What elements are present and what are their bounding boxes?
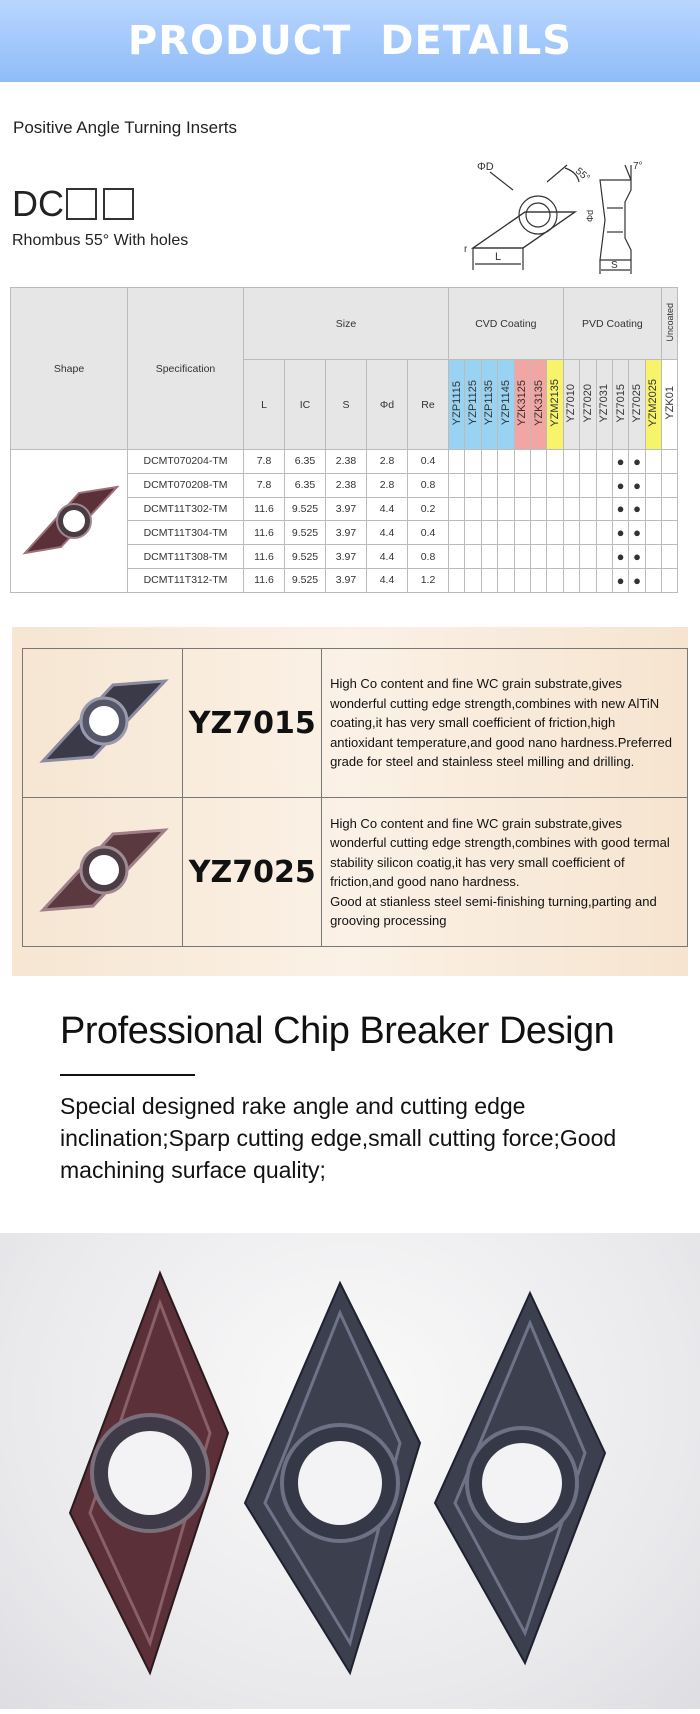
grade-header: YZ7010 (563, 360, 579, 450)
cell-size: 2.8 (367, 450, 408, 474)
insert-icon (33, 820, 173, 920)
grade-header: YZP1125 (465, 360, 481, 450)
grade-name: YZ7015 (183, 649, 322, 798)
diagram-label-phiD: ΦD (477, 161, 494, 173)
rhombus-outline (473, 212, 575, 248)
cell-grade-mark (645, 497, 661, 521)
cell-grade-mark (449, 497, 465, 521)
cell-specification: DCMT070204-TM (128, 450, 244, 474)
cell-grade-mark (498, 521, 514, 545)
chip-breaker-title: Professional Chip Breaker Design (60, 1010, 615, 1052)
grade-header: YZM2135 (547, 360, 563, 450)
product-photo (0, 1233, 700, 1709)
cell-grade-mark (645, 450, 661, 474)
product-subtitle: Positive Angle Turning Inserts (13, 118, 237, 137)
grade-image (23, 649, 183, 798)
grade-row (23, 798, 688, 947)
cell-grade-mark (580, 545, 596, 569)
cell-size: 7.8 (244, 473, 285, 497)
cell-grade-mark (662, 450, 678, 474)
cell-grade-mark: ● (629, 521, 645, 545)
cell-size: 11.6 (244, 497, 285, 521)
cell-grade-mark (645, 521, 661, 545)
hole-inner (526, 203, 550, 227)
grade-row (23, 649, 688, 798)
code-placeholder-box (66, 188, 97, 220)
grade-header: YZ7020 (580, 360, 596, 450)
cell-grade-mark (498, 568, 514, 592)
cell-size: 6.35 (285, 473, 326, 497)
grade-header: YZP1135 (481, 360, 497, 450)
cell-grade-mark: ● (612, 545, 628, 569)
grade-header: YZK3135 (530, 360, 546, 450)
cell-grade-mark (547, 521, 563, 545)
cell-size: 11.6 (244, 545, 285, 569)
cell-size: 9.525 (285, 497, 326, 521)
cell-grade-mark (498, 473, 514, 497)
cell-grade-mark (596, 473, 612, 497)
cell-grade-mark (465, 568, 481, 592)
cell-grade-mark (596, 568, 612, 592)
cell-grade-mark: ● (612, 521, 628, 545)
cell-size: 2.8 (367, 473, 408, 497)
cell-grade-mark (498, 450, 514, 474)
cell-size: 9.525 (285, 545, 326, 569)
cell-grade-mark: ● (629, 568, 645, 592)
col-specification: Specification (128, 288, 244, 450)
cell-grade-mark (481, 521, 497, 545)
cell-grade-mark (530, 521, 546, 545)
cell-grade-mark (662, 521, 678, 545)
cell-size: 3.97 (326, 545, 367, 569)
cell-grade-mark (514, 450, 530, 474)
size-header: Φd (367, 360, 408, 450)
cell-grade-mark (662, 497, 678, 521)
insert-code (12, 183, 134, 225)
grade-header: YZ7015 (612, 360, 628, 450)
grade-header: YZP1145 (498, 360, 514, 450)
cell-grade-mark (481, 450, 497, 474)
cell-grade-mark (563, 545, 579, 569)
cell-grade-mark (449, 473, 465, 497)
hole-outer (519, 196, 557, 234)
cell-grade-mark (547, 568, 563, 592)
grade-name: YZ7025 (183, 798, 322, 947)
cell-grade-mark (514, 568, 530, 592)
cell-grade-mark (645, 473, 661, 497)
side-profile (600, 180, 631, 260)
grade-description: High Co content and fine WC grain substrate,gives wonderful cutting edge strength,combines with good termal stability silicon coatig,it has very small coefficient of friction,and good nano hardness. Good at stianless steel semi-finishing turning,parting and grooving processing (322, 798, 688, 947)
cell-size: 0.8 (408, 545, 449, 569)
grade-header: YZ7025 (629, 360, 645, 450)
header-banner (0, 0, 700, 82)
cell-grade-mark (580, 450, 596, 474)
cell-grade-mark (596, 521, 612, 545)
cell-size: 0.4 (408, 450, 449, 474)
cell-grade-mark: ● (629, 473, 645, 497)
cell-grade-mark (645, 545, 661, 569)
grade-panel (12, 627, 688, 976)
cell-size: 9.525 (285, 521, 326, 545)
col-shape: Shape (11, 288, 128, 450)
cell-size: 1.2 (408, 568, 449, 592)
cell-size: 4.4 (367, 545, 408, 569)
cell-grade-mark (530, 497, 546, 521)
cell-grade-mark (449, 450, 465, 474)
insert-photo-1 (70, 1273, 228, 1673)
cell-grade-mark: ● (629, 545, 645, 569)
cell-grade-mark (514, 545, 530, 569)
cell-specification: DCMT11T312-TM (128, 568, 244, 592)
cell-grade-mark (481, 497, 497, 521)
size-header: Re (408, 360, 449, 450)
shape-image (11, 450, 128, 593)
cell-grade-mark: ● (612, 473, 628, 497)
cell-size: 0.8 (408, 473, 449, 497)
cell-grade-mark (580, 473, 596, 497)
cell-size: 6.35 (285, 450, 326, 474)
cell-grade-mark (596, 450, 612, 474)
cell-grade-mark (596, 497, 612, 521)
insert-description: Rhombus 55° With holes (12, 232, 189, 249)
insert-icon (33, 671, 173, 771)
size-header: S (326, 360, 367, 450)
cell-grade-mark (645, 568, 661, 592)
title-underline (60, 1074, 195, 1076)
page-title: PRODUCT DETAILS (127, 18, 573, 64)
grade-header: YZK01 (662, 360, 678, 450)
cell-grade-mark (514, 497, 530, 521)
cell-grade-mark (465, 521, 481, 545)
cell-grade-mark (580, 497, 596, 521)
cell-size: 0.2 (408, 497, 449, 521)
rhombus-main (473, 212, 575, 248)
cell-grade-mark (530, 545, 546, 569)
cell-size: 7.8 (244, 450, 285, 474)
spec-table (10, 287, 678, 593)
cell-grade-mark (662, 568, 678, 592)
col-pvd: PVD Coating (563, 288, 661, 360)
cell-specification: DCMT11T308-TM (128, 545, 244, 569)
cell-grade-mark: ● (612, 568, 628, 592)
cell-grade-mark (547, 450, 563, 474)
cell-grade-mark (662, 473, 678, 497)
insert-code-text: DC (12, 183, 64, 224)
cell-specification: DCMT11T304-TM (128, 521, 244, 545)
cell-grade-mark (580, 568, 596, 592)
diagram-label-angle: 55° (573, 165, 592, 185)
cell-specification: DCMT11T302-TM (128, 497, 244, 521)
insert-dimension-diagram (455, 160, 690, 278)
cell-grade-mark (449, 545, 465, 569)
cell-grade-mark (514, 521, 530, 545)
cell-grade-mark (465, 497, 481, 521)
cell-grade-mark (563, 473, 579, 497)
cell-grade-mark (498, 545, 514, 569)
cell-grade-mark (465, 450, 481, 474)
cell-grade-mark: ● (612, 450, 628, 474)
cell-size: 3.97 (326, 568, 367, 592)
grade-header: YZM2025 (645, 360, 661, 450)
cell-grade-mark (481, 568, 497, 592)
size-header: IC (285, 360, 326, 450)
table-row (11, 450, 678, 474)
grade-header: YZK3125 (514, 360, 530, 450)
inserts-photo (0, 1233, 700, 1709)
diagram-label-s: S (611, 260, 618, 271)
cell-grade-mark (547, 497, 563, 521)
cell-grade-mark (563, 568, 579, 592)
cell-size: 2.38 (326, 473, 367, 497)
cell-grade-mark (580, 521, 596, 545)
cell-grade-mark (530, 473, 546, 497)
cell-grade-mark: ● (629, 497, 645, 521)
cell-size: 2.38 (326, 450, 367, 474)
cell-grade-mark (449, 521, 465, 545)
grade-header: YZP1115 (449, 360, 465, 450)
cell-grade-mark (662, 545, 678, 569)
cell-size: 3.97 (326, 497, 367, 521)
cell-grade-mark (530, 568, 546, 592)
cell-size: 4.4 (367, 568, 408, 592)
cell-grade-mark (563, 521, 579, 545)
col-size: Size (244, 288, 449, 360)
cell-size: 4.4 (367, 521, 408, 545)
cell-grade-mark (465, 473, 481, 497)
chip-breaker-description: Special designed rake angle and cutting edge inclination;Sparp cutting edge,small cutting force;Good machining surface quality; (60, 1093, 617, 1183)
grade-image (23, 798, 183, 947)
code-placeholder-box (103, 188, 134, 220)
insert-photo-2 (245, 1283, 420, 1673)
cell-grade-mark: ● (612, 497, 628, 521)
grade-table (22, 648, 688, 947)
cell-grade-mark: ● (629, 450, 645, 474)
cell-grade-mark (596, 545, 612, 569)
cell-size: 9.525 (285, 568, 326, 592)
insert-photo-3 (435, 1293, 605, 1663)
cell-size: 11.6 (244, 568, 285, 592)
diagram-label-d: Φd (585, 209, 595, 222)
grade-header: YZ7031 (596, 360, 612, 450)
cell-grade-mark (547, 545, 563, 569)
cell-grade-mark (563, 497, 579, 521)
diagram-label-r: r (464, 244, 468, 255)
cell-grade-mark (449, 568, 465, 592)
col-uncoated: Uncoated (662, 288, 678, 360)
cell-grade-mark (481, 473, 497, 497)
diagram-label-l: L (495, 251, 502, 263)
cell-grade-mark (563, 450, 579, 474)
cell-grade-mark (498, 497, 514, 521)
cell-size: 11.6 (244, 521, 285, 545)
cell-grade-mark (514, 473, 530, 497)
size-header: L (244, 360, 285, 450)
grade-description: High Co content and fine WC grain substrate,gives wonderful cutting edge strength,combines with new AlTiN coating,it has very small coefficient of friction,high antioxidant temperature,and good nano hardness.Preferred grade for steel and stainless steel milling and drilling. (322, 649, 688, 798)
cell-grade-mark (465, 545, 481, 569)
col-cvd: CVD Coating (449, 288, 564, 360)
cell-grade-mark (530, 450, 546, 474)
cell-specification: DCMT070208-TM (128, 473, 244, 497)
cell-size: 3.97 (326, 521, 367, 545)
cell-grade-mark (547, 473, 563, 497)
cell-size: 0.4 (408, 521, 449, 545)
cell-size: 4.4 (367, 497, 408, 521)
diagram-label-relief: 7° (633, 161, 643, 172)
cell-grade-mark (481, 545, 497, 569)
